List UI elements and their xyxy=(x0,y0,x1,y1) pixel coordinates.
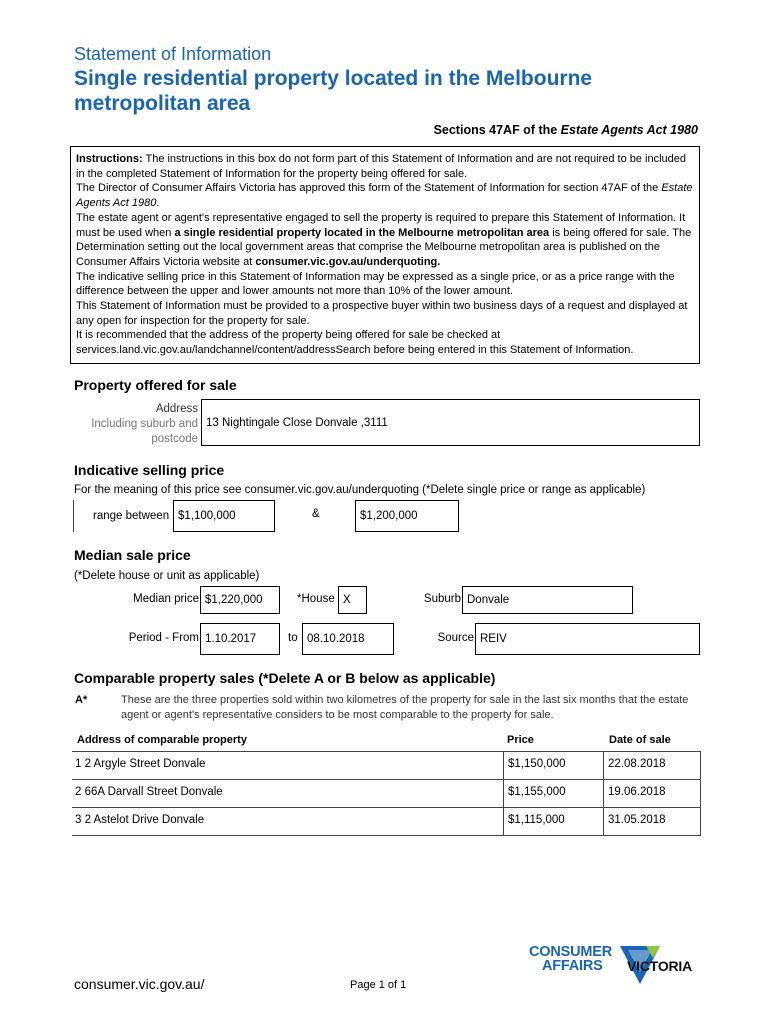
sections-reference xyxy=(434,123,698,137)
statement-title: Statement of Information xyxy=(74,44,272,64)
comparable-heading: Comparable property sales (*Delete A or B below as applicable) xyxy=(74,670,496,686)
address-label-line3: postcode xyxy=(151,433,198,445)
instructions-p1-text: The instructions in this box do not form part of this Statement of Information and are not required to be included in the completed Statement of Information for the property being offered for sale. xyxy=(76,153,687,180)
instructions-p1 xyxy=(76,152,695,181)
logo-line-victoria: VICTORIA xyxy=(627,958,693,974)
house-label: *House xyxy=(297,593,335,605)
page-number: Page 1 of 1 xyxy=(350,979,407,991)
comparable-marker: A* xyxy=(75,694,88,706)
range-left-bracket xyxy=(73,500,74,532)
address-label xyxy=(91,402,198,447)
table-row-3-price: $1,115,000 xyxy=(508,814,565,826)
instructions-p4: The indicative selling price in this Statement of Information may be expressed as a single price, or as a price range with the difference between the upper and lower amounts not more than 10% of the lower amount. xyxy=(76,270,675,298)
instructions-p3-text2: is being offered for sale. The Determination setting out the local government areas that comprise the Melbourne metropolitan area is published on the Consumer Affairs Victoria website at xyxy=(76,226,692,268)
page-title-line1: Single residential property located in the Melbourne xyxy=(74,67,593,90)
underquoting-link[interactable]: consumer.vic.gov.au/underquoting. xyxy=(255,255,441,268)
page-title xyxy=(74,66,592,116)
suburb-label: Suburb xyxy=(423,593,461,605)
range-label: range between xyxy=(93,510,170,522)
instructions-p2-text: The Director of Consumer Affairs Victoria has approved this form of the Statement of Information for section 47AF of the xyxy=(76,182,662,195)
footer-website-link[interactable]: consumer.vic.gov.au/ xyxy=(74,976,205,992)
sections-act: Estate Agents Act 1980 xyxy=(560,123,698,137)
property-heading: Property offered for sale xyxy=(74,377,237,393)
table-row-2-date: 19.06.2018 xyxy=(608,786,666,798)
range-ampersand: & xyxy=(312,508,320,520)
page-title-line2: metropolitan area xyxy=(74,92,251,115)
column-header-date: Date of sale xyxy=(609,734,671,746)
instructions-p3-bold: a single residential property located in the Melbourne metropolitan area xyxy=(174,226,550,239)
logo-line-consumer: CONSUMER xyxy=(529,944,612,960)
address-label-line1: Address xyxy=(155,403,198,415)
table-row-3-address: 3 2 Astelot Drive Donvale xyxy=(75,814,205,826)
logo-line-affairs: AFFAIRS xyxy=(542,958,603,974)
median-price-label: Median price xyxy=(133,593,199,605)
table-row-2-price: $1,155,000 xyxy=(508,786,566,798)
instructions-p5: This Statement of Information must be provided to a prospective buyer within two business days of a request and displayed at any open for inspection for the property for sale. xyxy=(76,300,688,327)
sections-prefix: Sections 47AF of the xyxy=(433,123,561,137)
address-label-line2: Including suburb and xyxy=(91,418,198,430)
consumer-affairs-victoria-logo xyxy=(529,944,704,990)
table-row-2-address: 2 66A Darvall Street Donvale xyxy=(75,786,223,798)
instructions-p2-act: Estate Agents Act 1980 xyxy=(76,182,693,210)
indicative-note: For the meaning of this price see consumer.vic.gov.au/underquoting (*Delete single price or range as applicable) xyxy=(74,484,646,496)
suburb-field[interactable]: Donvale xyxy=(462,586,633,614)
range-low-field[interactable]: $1,100,000 xyxy=(173,500,275,532)
period-from-field[interactable]: 1.10.2017 xyxy=(200,623,280,655)
instructions-p2-end: . xyxy=(156,197,160,210)
instructions-label: Instructions: xyxy=(76,153,143,165)
period-to-label: to xyxy=(288,632,298,644)
instructions-p3 xyxy=(76,211,695,270)
median-heading: Median sale price xyxy=(74,547,191,563)
house-field[interactable]: X xyxy=(338,586,367,614)
range-high-field[interactable]: $1,200,000 xyxy=(355,500,459,532)
indicative-heading: Indicative selling price xyxy=(74,462,225,478)
median-note: (*Delete house or unit as applicable) xyxy=(74,570,260,582)
period-to-field[interactable]: 08.10.2018 xyxy=(302,623,394,655)
source-field[interactable]: REIV xyxy=(475,623,700,655)
period-label: Period - From xyxy=(128,632,199,644)
table-row-3-date: 31.05.2018 xyxy=(608,814,666,826)
instructions-p6: It is recommended that the address of the property being offered for sale be checked at services.land.vic.gov.au/landchannel/content/addressSearch before being entered in this Statement of Information. xyxy=(76,329,634,357)
column-header-address: Address of comparable property xyxy=(77,734,247,746)
table-row-1-date: 22.08.2018 xyxy=(608,758,666,770)
comparable-description: These are the three properties sold within two kilometres of the property for sale in the last six months that the estate agent or agent's representative considers to be most comparable to the property for sale. xyxy=(121,694,689,721)
instructions-box xyxy=(70,146,700,364)
median-price-field[interactable]: $1,220,000 xyxy=(200,586,280,614)
address-field[interactable]: 13 Nightingale Close Donvale ,3111 xyxy=(201,399,700,446)
table-row-1-address: 1 2 Argyle Street Donvale xyxy=(75,758,206,770)
source-label: Source xyxy=(437,632,474,644)
table-row-1-price: $1,150,000 xyxy=(508,758,566,770)
instructions-p2 xyxy=(76,181,695,210)
column-header-price: Price xyxy=(507,734,534,746)
instructions-p3-text1: The estate agent or agent's representative engaged to sell the property is required to prepare this Statement of Information. It must be used when xyxy=(76,211,686,239)
